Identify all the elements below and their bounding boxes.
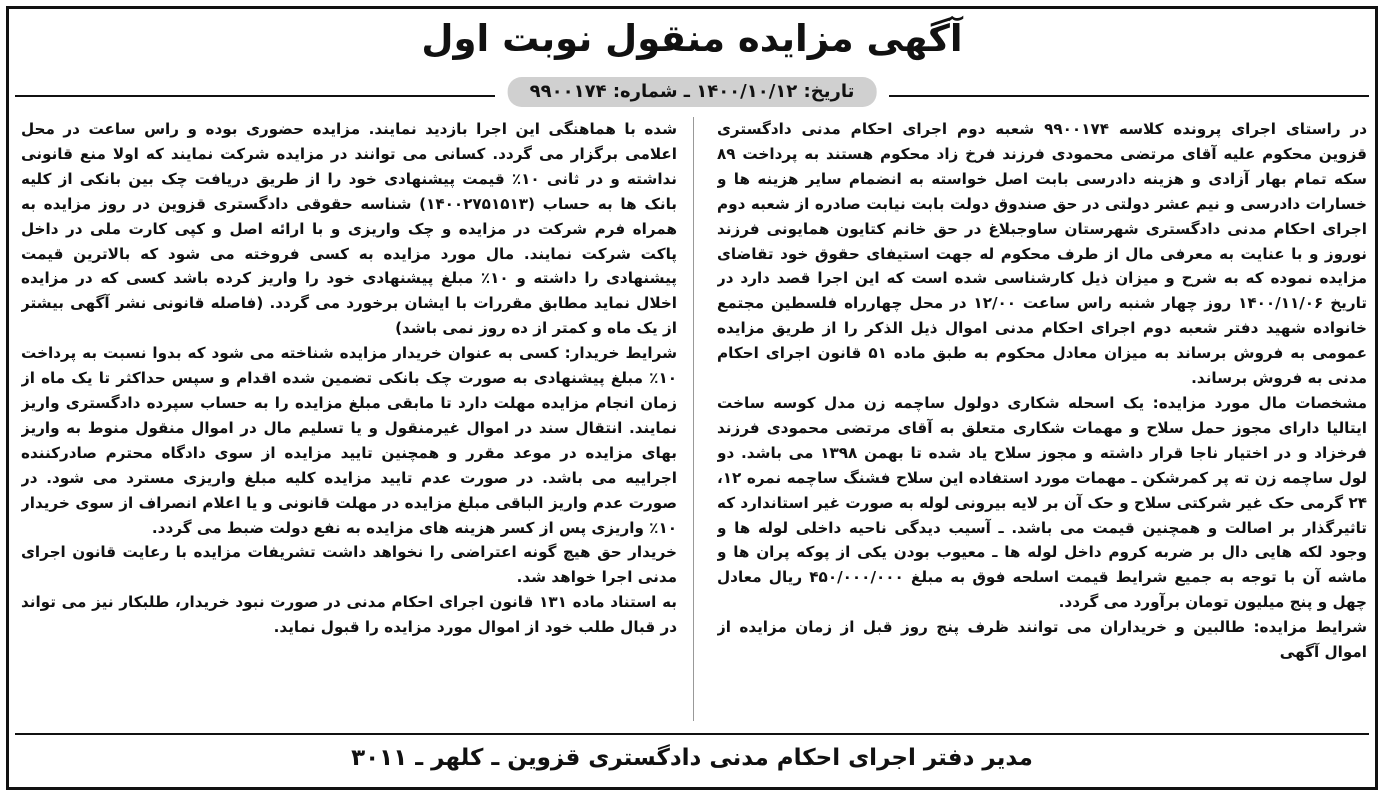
conditions-paragraph — [717, 615, 1367, 665]
specs-text: یک اسحله شکاری دولول ساچمه زن مدل کوسه ساخت ایتالیا دارای مجوز حمل سلاح و مهمات شکاری متعلق به آقای مرتضی محمودی فرزند فرخزاد و در اختیار ناجا قرار داشته و مجوز سلاح یاد شده تا بهمن ۱۳۹۸ می باشد. دو لول ساچمه زن ته پر کمرشکن ـ مهمات مورد استفاده این سلاح فشنگ ساچمه نمره ۱۲، ۲۴ گرمی حک غیر شرکتی سلاح و حک آن بر لایه بیرونی لوله به صورت غیر استاندارد که تاثیرگذار بر اصالت و همچنین قیمت می باشد. ـ آسیب دیدگی ناحیه داخلی لوله ها و وجود لکه هایی دال بر ضربه کروم داخل لوله ها ـ معیوب بودن یکی از پوکه پران ها و ماشه آن با توجه به جمیع شرایط قیمت اسلحه فوق به مبلغ ۴۵۰/۰۰۰/۰۰۰ ریال معادل چهل و پنج میلیون تومان برآورد می گردد. — [717, 393, 1367, 612]
notice-page — [6, 6, 1378, 790]
buyer-paragraph — [21, 341, 677, 540]
title-rule-left — [15, 95, 495, 97]
specs-paragraph — [717, 391, 1367, 615]
conditions-heading: شرایط مزایده: — [1253, 618, 1367, 637]
buyer-heading: شرایط خریدار: — [564, 344, 677, 363]
date-number-badge: تاریخ: ۱۴۰۰/۱۰/۱۲ ـ شماره: ۹۹۰۰۱۷۴ — [508, 77, 877, 107]
specs-heading: مشخصات مال مورد مزایده: — [1152, 393, 1367, 412]
right-column — [717, 117, 1367, 727]
objection-paragraph: خریدار حق هیچ گونه اعتراضی را نخواهد داشت تشریفات مزایده با رعایت قانون اجرای مدنی اجرا خواهد شد. — [21, 543, 677, 587]
title-rule-right — [889, 95, 1369, 97]
notice-title: آگهی مزایده منقول نوبت اول — [421, 17, 963, 60]
intro-paragraph: در راستای اجرای پرونده کلاسه ۹۹۰۰۱۷۴ شعبه دوم اجرای احکام مدنی دادگستری قزوین محکوم علیه آقای مرتضی محمودی فرزند فرخ زاد محکوم هستند به پرداخت ۸۹ سکه تمام بهار آزادی و هزینه دادرسی بابت اصل خواسته به انضمام سایر هزینه ها و خسارات دادرسی و نیم عشر دولتی در حق صندوق دولت بابت نیابت صادره از شعبه دوم اجرای احکام مدنی دادگستری شهرستان ساوجبلاغ در حق خانم کتایون همایونی فرزند نوروز و با عنایت به معرفی مال از طرف محکوم له جهت استیفای حقوق خود تقاضای مزایده نموده که به شرح و میزان ذیل کارشناسی شده است که این اجرا قصد دارد در تاریخ ۱۴۰۰/۱۱/۰۶ روز چهار شنبه راس ساعت ۱۲/۰۰ در محل چهارراه فلسطین مجتمع خانواده شهید دفتر شعبه دوم اجرای احکام مدنی اموال ذیل الذکر را از طریق مزایده عمومی به فروش برساند به میزان معادل محکوم به طبق ماده ۵۱ قانون اجرای احکام مدنی به فروش برساند. — [717, 120, 1367, 388]
buyer-text: کسی به عنوان خریدار مزایده شناخته می شود که بدوا نسبت به پرداخت ۱۰٪ مبلغ پیشنهادی به صورت چک بانکی تضمین شده اقدام و سپس حداکثر تا یک ماه از زمان انجام مزایده مهلت دارد تا مابقی مبلغ مزایده را به حساب سپرده دادگستری واریز نمایند. انتقال سند در اموال غیرمنقول و یا تسلیم مال در اموال منقول منوط به واریز بهای مزایده در موعد مقرر و همچنین تایید مزایده از سوی دادگاه محترم صادرکننده اجراییه می باشد. در صورت عدم تایید مزایده کلیه مبلغ واریزی مسترد می شود. در صورت عدم واریز الباقی مبلغ مزایده در مهلت قانونی و یا اعلام انصراف از سوی خریدار ۱۰٪ واریزی پس از کسر هزینه های مزایده به نفع دولت ضبط می گردد. — [21, 344, 677, 537]
footer-signature: مدیر دفتر اجرای احکام مدنی دادگستری قزوین ـ کلهر ـ ۳۰۱۱ — [351, 745, 1033, 771]
left-column — [21, 117, 677, 727]
conditions-text: طالبین و خریداران می توانند ظرف پنج روز قبل از زمان مزایده از اموال آگهی — [717, 618, 1367, 662]
participation-paragraph: شده با هماهنگی این اجرا بازدید نمایند. مزایده حضوری بوده و راس ساعت در محل اعلامی برگزار می گردد. کسانی می توانند در مزایده شرکت نمایند که اولا منع قانونی نداشته و در ثانی ۱۰٪ قیمت پیشنهادی خود را از طریق دریافت چک بین بانکی از کلیه بانک ها به حساب (۱۴۰۰۲۷۵۱۵۱۳) شناسه حقوقی دادگستری قزوین در روز مزایده به همراه فرم شرکت در مزایده و چک واریزی و با ارائه اصل و کپی کارت ملی در داخل پاکت شرکت نمایند. مال مورد مزایده به کسی فروخته می شود که بالاترین قیمت پیشنهادی را داشته و ۱۰٪ مبلغ پیشنهادی خود را واریز کرده باشد کسی که در مزایده اخلال نماید مطابق مقررات با ایشان برخورد می گردد. (فاصله قانونی نشر آگهی بیشتر از یک ماه و کمتر از ده روز نمی باشد) — [21, 120, 677, 338]
article-131-paragraph: به استناد ماده ۱۳۱ قانون اجرای احکام مدنی در صورت نبود خریدار، طلبکار نیز می تواند در قبال طلب خود از اموال مورد مزایده را قبول نماید. — [21, 593, 677, 637]
column-divider — [693, 117, 694, 721]
footer-rule — [15, 733, 1369, 735]
